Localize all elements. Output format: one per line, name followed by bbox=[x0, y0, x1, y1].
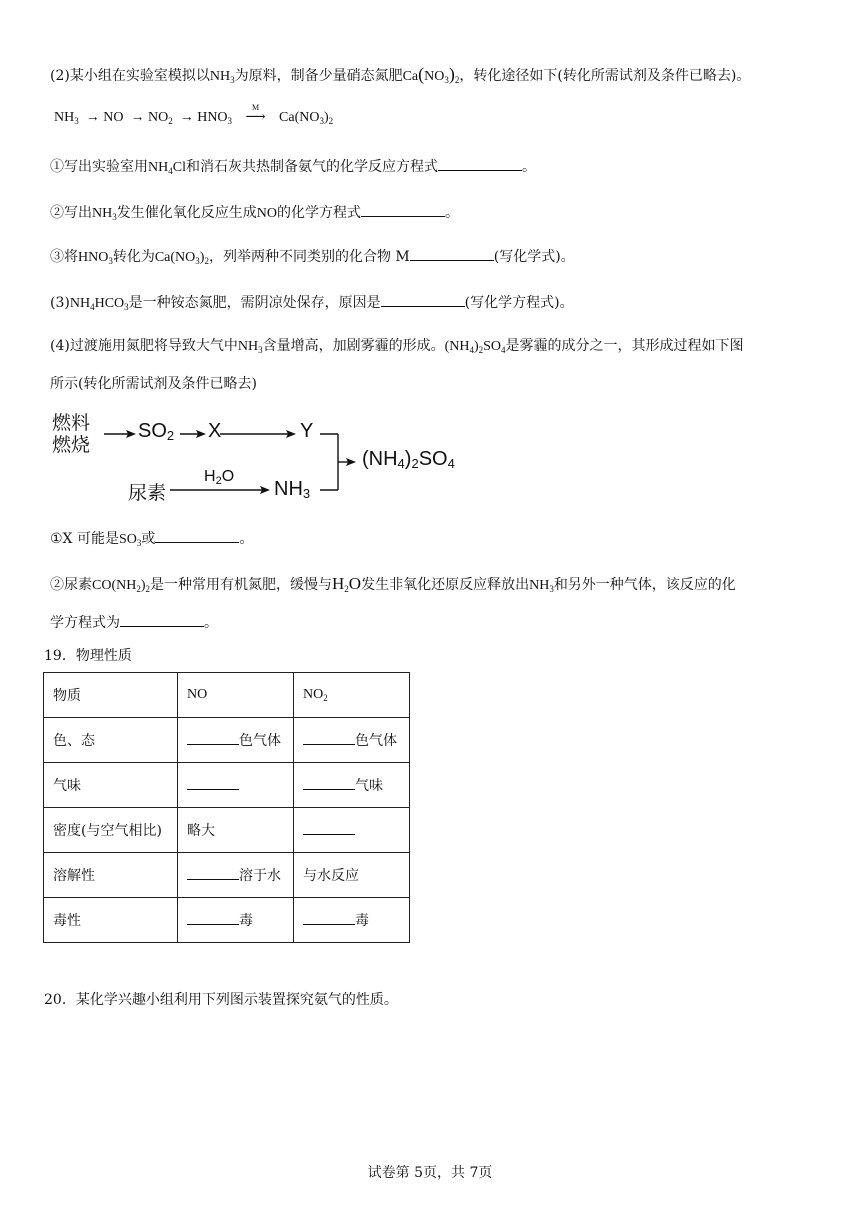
answer-blank[interactable] bbox=[187, 912, 239, 925]
q2-sub1: ①写出实验室用$NH_4Cl$和消石灰共热制备氨气的化学反应方程式 。 bbox=[50, 156, 536, 178]
table-row: 色、态 色气体 色气体 bbox=[44, 718, 410, 763]
scheme-fuel: 燃料 燃烧 bbox=[52, 412, 91, 456]
table-row: 物质 NO $NO_2$ bbox=[44, 673, 410, 718]
answer-blank[interactable] bbox=[303, 777, 355, 790]
answer-blank[interactable] bbox=[187, 867, 239, 880]
q4-sub2-line2: 学方程式为 。 bbox=[50, 612, 218, 633]
table-row: 毒性 毒 毒 bbox=[44, 898, 410, 943]
scheme-so2: $SO_2$ bbox=[138, 420, 175, 443]
scheme-urea: 尿素 bbox=[127, 482, 166, 504]
answer-blank[interactable] bbox=[187, 732, 239, 745]
q2-intro: (2)某小组在实验室模拟以$NH_3$为原料，制备少量硝态氮肥$Ca(NO_3)_2$，转化途径如下(转化所需试剂及条件已略去)。 bbox=[50, 64, 751, 85]
answer-blank[interactable] bbox=[120, 612, 204, 627]
q4-intro-line2: 所示(转化所需试剂及条件已略去) bbox=[50, 376, 257, 392]
table-row: 气味 气味 bbox=[44, 763, 410, 808]
table-row: 溶解性 溶于水 与水反应 bbox=[44, 853, 410, 898]
scheme-h2o-label: $H_2O$ bbox=[204, 468, 235, 487]
formula-nh3: $NH_3$ bbox=[209, 69, 235, 85]
q20-text: 20．某化学兴趣小组利用下列图示装置探究氨气的性质。 bbox=[44, 992, 398, 1008]
page-footer: 试卷第 5页，共 7页 bbox=[367, 1165, 493, 1181]
answer-blank[interactable] bbox=[303, 822, 355, 835]
q3: $(3)NH_4HCO_3$是一种铵态氮肥，需阴凉处保存，原因是 (写化学方程式)。 bbox=[50, 292, 574, 314]
arrow-m: M ⟶ bbox=[245, 103, 266, 125]
conversion-pathway: $NH_3$ → NO → $NO_2 \to HNO_3$ M ⟶ $Ca(NO_3)_2$ bbox=[54, 103, 334, 126]
physical-properties-table bbox=[43, 672, 410, 943]
q19-title: 19．物理性质 bbox=[44, 648, 132, 664]
scheme-product: $(NH_4)_2SO_4$ bbox=[362, 448, 455, 471]
q2-sub2: ②写出$NH_3$发生催化氧化反应生成NO的化学方程式 。 bbox=[50, 202, 459, 224]
q4-sub1: ①X 可能是$SO_3$或 。 bbox=[50, 528, 253, 550]
answer-blank[interactable] bbox=[438, 156, 522, 171]
answer-blank[interactable] bbox=[361, 202, 445, 217]
scheme-nh3: $NH_3$ bbox=[274, 478, 311, 501]
answer-blank[interactable] bbox=[187, 777, 239, 790]
answer-blank[interactable] bbox=[381, 292, 465, 307]
answer-blank[interactable] bbox=[303, 912, 355, 925]
scheme-y: Y bbox=[300, 420, 314, 442]
scheme-x: X bbox=[208, 420, 222, 442]
formula-ca-no3-2: $Ca(NO_3)_2$ bbox=[402, 64, 460, 85]
table-row: 密度(与空气相比) 略大 bbox=[44, 808, 410, 853]
q2-sub3: ③将$HNO_3$转化为$Ca(NO_3)_2$，列举两种不同类别的化合物 M (写化学式)。 bbox=[50, 246, 575, 268]
q4-intro: (4)过渡施用氮肥将导致大气中$NH_3$含量增高，加剧雾霾的形成。$(NH_4)_2SO_4$是雾霾的成分之一，其形成过程如下图 bbox=[50, 338, 744, 355]
answer-blank[interactable] bbox=[155, 528, 239, 543]
answer-blank[interactable] bbox=[303, 732, 355, 745]
answer-blank[interactable] bbox=[410, 246, 494, 261]
q4-sub2: ②尿素$CO(NH_2)_2$是一种常用有机氮肥，缓慢与$H_2O$发生非氧化还原反应释放出$NH_3$和另外一种气体，该反应的化 bbox=[50, 574, 736, 594]
smog-formation-scheme bbox=[52, 408, 472, 508]
